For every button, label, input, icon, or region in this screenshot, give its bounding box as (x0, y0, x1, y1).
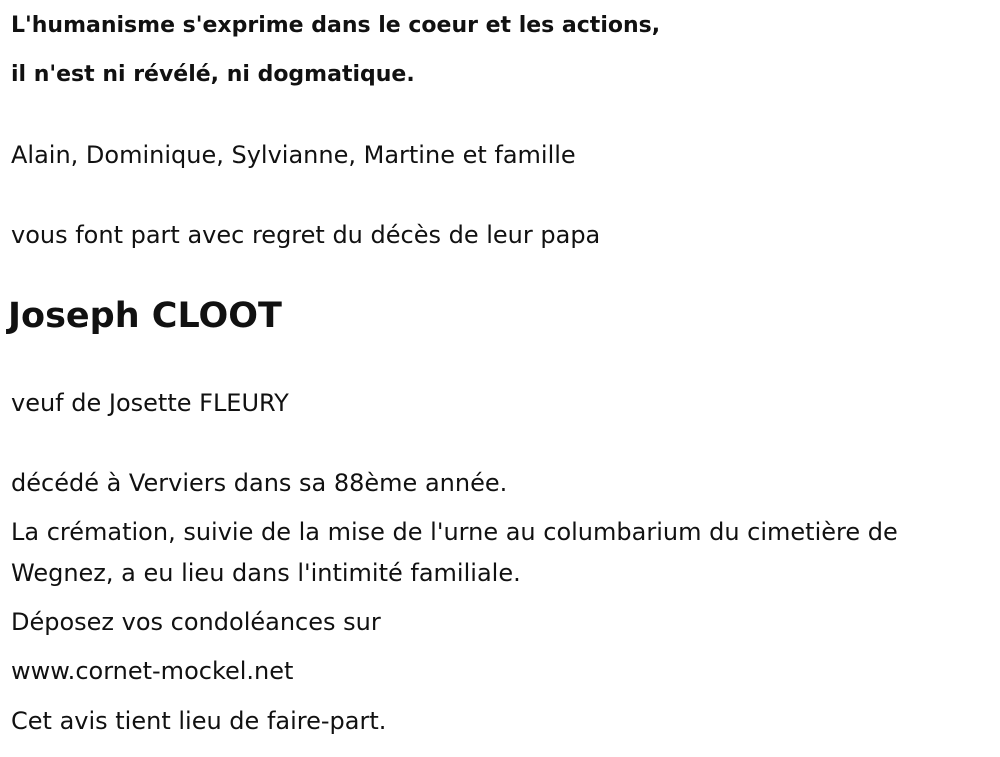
death-info: décédé à Verviers dans sa 88ème année. (11, 469, 508, 497)
family-names: Alain, Dominique, Sylvianne, Martine et famille (11, 141, 576, 169)
quote-line-1: L'humanisme s'exprime dans le coeur et les actions, (11, 13, 661, 38)
quote-line-2: il n'est ni révélé, ni dogmatique. (11, 62, 415, 87)
closing-text: Cet avis tient lieu de faire-part. (11, 707, 387, 735)
deceased-name: Joseph CLOOT (8, 296, 282, 336)
website-link[interactable]: www.cornet-mockel.net (11, 657, 294, 685)
condolences-prompt: Déposez vos condoléances sur (11, 608, 381, 636)
announcement-text: vous font part avec regret du décès de leur papa (11, 221, 601, 249)
ceremony-text: La crémation, suivie de la mise de l'urne au columbarium du cimetière de Wegnez, a eu lieu dans l'intimité familiale. (11, 518, 898, 587)
spouse-text: veuf de Josette FLEURY (11, 389, 289, 417)
